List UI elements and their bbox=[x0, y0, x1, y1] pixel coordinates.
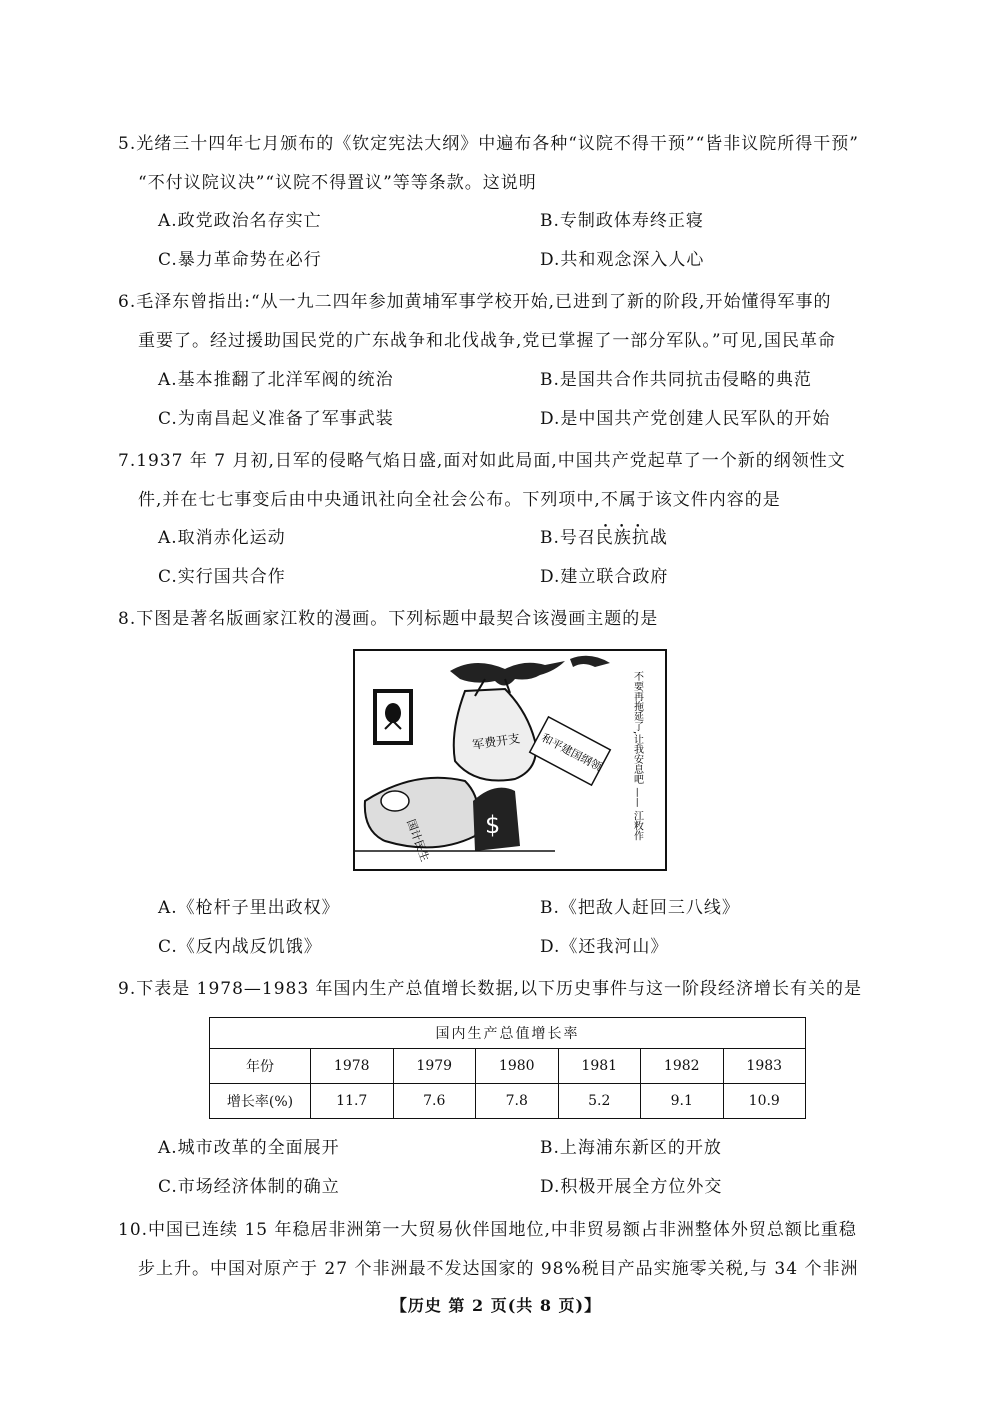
q8-option-a: A.《枪杆子里出政权》 bbox=[158, 898, 340, 918]
q5-stem-line1: 5.光绪三十四年七月颁布的《钦定宪法大纲》中遍布各种“议院不得干预”“皆非议院所得干预” bbox=[118, 134, 859, 154]
question-6-stem bbox=[118, 282, 898, 322]
gdp-growth-table bbox=[209, 1017, 806, 1119]
year-cell: 1983 bbox=[723, 1049, 806, 1084]
table-caption: 国内生产总值增长率 bbox=[210, 1018, 806, 1049]
q8-option-b: B.《把敌人赶回三八线》 bbox=[540, 898, 740, 918]
question-10-stem-cont bbox=[118, 1249, 898, 1289]
rate-cell: 11.7 bbox=[311, 1084, 394, 1119]
peace-paper bbox=[530, 717, 611, 786]
q9-stem: 9.下表是 1978—1983 年国内生产总值增长数据,以下历史事件与这一阶段经济增长有关的是 bbox=[118, 979, 862, 999]
question-5-stem-cont bbox=[118, 163, 898, 203]
q7-stem-line1: 7.1937 年 7 月初,日军的侵略气焰日盛,面对如此局面,中国共产党起草了一个新的纲领性文 bbox=[118, 451, 846, 471]
vulture-figure bbox=[450, 661, 565, 686]
table-row-years bbox=[210, 1049, 806, 1084]
q6-option-d: D.是中国共产党创建人民军队的开始 bbox=[540, 409, 831, 429]
q8-option-d: D.《还我河山》 bbox=[540, 937, 669, 957]
q5-stem-line2: “不付议院议决”“议院不得置议”等等条款。这说明 bbox=[138, 173, 537, 193]
q8-option-c: C.《反内战反饥饿》 bbox=[158, 937, 322, 957]
question-6-stem-cont bbox=[118, 321, 898, 361]
quilt-label: 国计民生 bbox=[404, 817, 432, 864]
portrait-body bbox=[385, 721, 401, 729]
question-9-stem bbox=[118, 969, 898, 1009]
q5-option-c: C.暴力革命势在必行 bbox=[158, 250, 322, 270]
rate-cell: 5.2 bbox=[558, 1084, 641, 1119]
year-cell: 1980 bbox=[476, 1049, 559, 1084]
question-10-stem bbox=[118, 1210, 898, 1250]
rate-cell: 9.1 bbox=[641, 1084, 724, 1119]
cartoon-image bbox=[353, 649, 667, 871]
q6-stem-line1: 6.毛泽东曾指出:“从一九二四年参加黄埔军事学校开始,已进到了新的阶段,开始懂得军事的 bbox=[118, 292, 832, 312]
cartoon-inscription: 不要再拖延了,让我安息吧 —— 江敉作 bbox=[631, 671, 643, 841]
q7-emphasized-text: 不属于 • • • bbox=[601, 490, 655, 510]
sack-label: 军费开支 bbox=[471, 731, 521, 752]
q5-option-b: B.专制政体寿终正寝 bbox=[540, 211, 704, 231]
q9-option-c: C.市场经济体制的确立 bbox=[158, 1177, 340, 1197]
q9-option-a: A.城市改革的全面展开 bbox=[158, 1138, 340, 1158]
page-footer: 【历史 第 2 页(共 8 页)】 bbox=[390, 1296, 602, 1315]
year-cell: 1978 bbox=[311, 1049, 394, 1084]
q6-option-c: C.为南昌起义准备了军事武装 bbox=[158, 409, 394, 429]
sleeping-person-head bbox=[381, 791, 409, 811]
q6-option-b: B.是国共合作共同抗击侵略的典范 bbox=[540, 370, 812, 390]
vulture-wing bbox=[570, 656, 610, 667]
q6-option-a: A.基本推翻了北洋军阀的统治 bbox=[158, 370, 394, 390]
question-5-stem bbox=[118, 124, 898, 164]
q5-option-d: D.共和观念深入人心 bbox=[540, 250, 705, 270]
year-cell: 1979 bbox=[393, 1049, 476, 1084]
dollar-sign-icon: $ bbox=[485, 811, 501, 839]
q10-stem-line1: 10.中国已连续 15 年稳居非洲第一大贸易伙伴国地位,中非贸易额占非洲整体外贸总额比重稳 bbox=[118, 1220, 857, 1240]
year-cell: 1981 bbox=[558, 1049, 641, 1084]
rate-cell: 7.8 bbox=[476, 1084, 559, 1119]
q9-option-b: B.上海浦东新区的开放 bbox=[540, 1138, 722, 1158]
row-header-year: 年份 bbox=[210, 1049, 311, 1084]
q6-stem-line2: 重要了。经过援助国民党的广东战争和北伐战争,党已掌握了一部分军队。”可见,国民革命 bbox=[138, 331, 836, 351]
paper-label: 和平建国纲领 bbox=[539, 731, 604, 774]
q5-option-a: A.政党政治名存实亡 bbox=[158, 211, 322, 231]
q7-option-d: D.建立联合政府 bbox=[540, 567, 669, 587]
q8-stem: 8.下图是著名版画家江敉的漫画。下列标题中最契合该漫画主题的是 bbox=[118, 609, 659, 629]
q7-stem-line2-post: 该文件内容的是 bbox=[654, 490, 781, 510]
year-cell: 1982 bbox=[641, 1049, 724, 1084]
table-caption-row bbox=[210, 1018, 806, 1049]
question-7-stem-cont bbox=[118, 480, 898, 520]
table-row-rates bbox=[210, 1084, 806, 1119]
q7-option-b: B.号召民族抗战 bbox=[540, 528, 668, 548]
question-7-stem bbox=[118, 441, 898, 481]
q9-option-d: D.积极开展全方位外交 bbox=[540, 1177, 723, 1197]
q10-stem-line2: 步上升。中国对原产于 27 个非洲最不发达国家的 98%税目产品实施零关税,与 34 个非洲 bbox=[138, 1259, 859, 1279]
row-header-rate: 增长率(%) bbox=[210, 1084, 311, 1119]
q7-option-a: A.取消赤化运动 bbox=[158, 528, 286, 548]
q7-stem-line2-wrap bbox=[118, 480, 898, 520]
q7-option-c: C.实行国共合作 bbox=[158, 567, 286, 587]
cartoon-drawing bbox=[355, 651, 665, 869]
rate-cell: 10.9 bbox=[723, 1084, 806, 1119]
q7-stem-line2-pre: 件,并在七七事变后由中央通讯社向全社会公布。下列项中, bbox=[138, 490, 601, 510]
question-8-stem bbox=[118, 599, 898, 639]
rate-cell: 7.6 bbox=[393, 1084, 476, 1119]
